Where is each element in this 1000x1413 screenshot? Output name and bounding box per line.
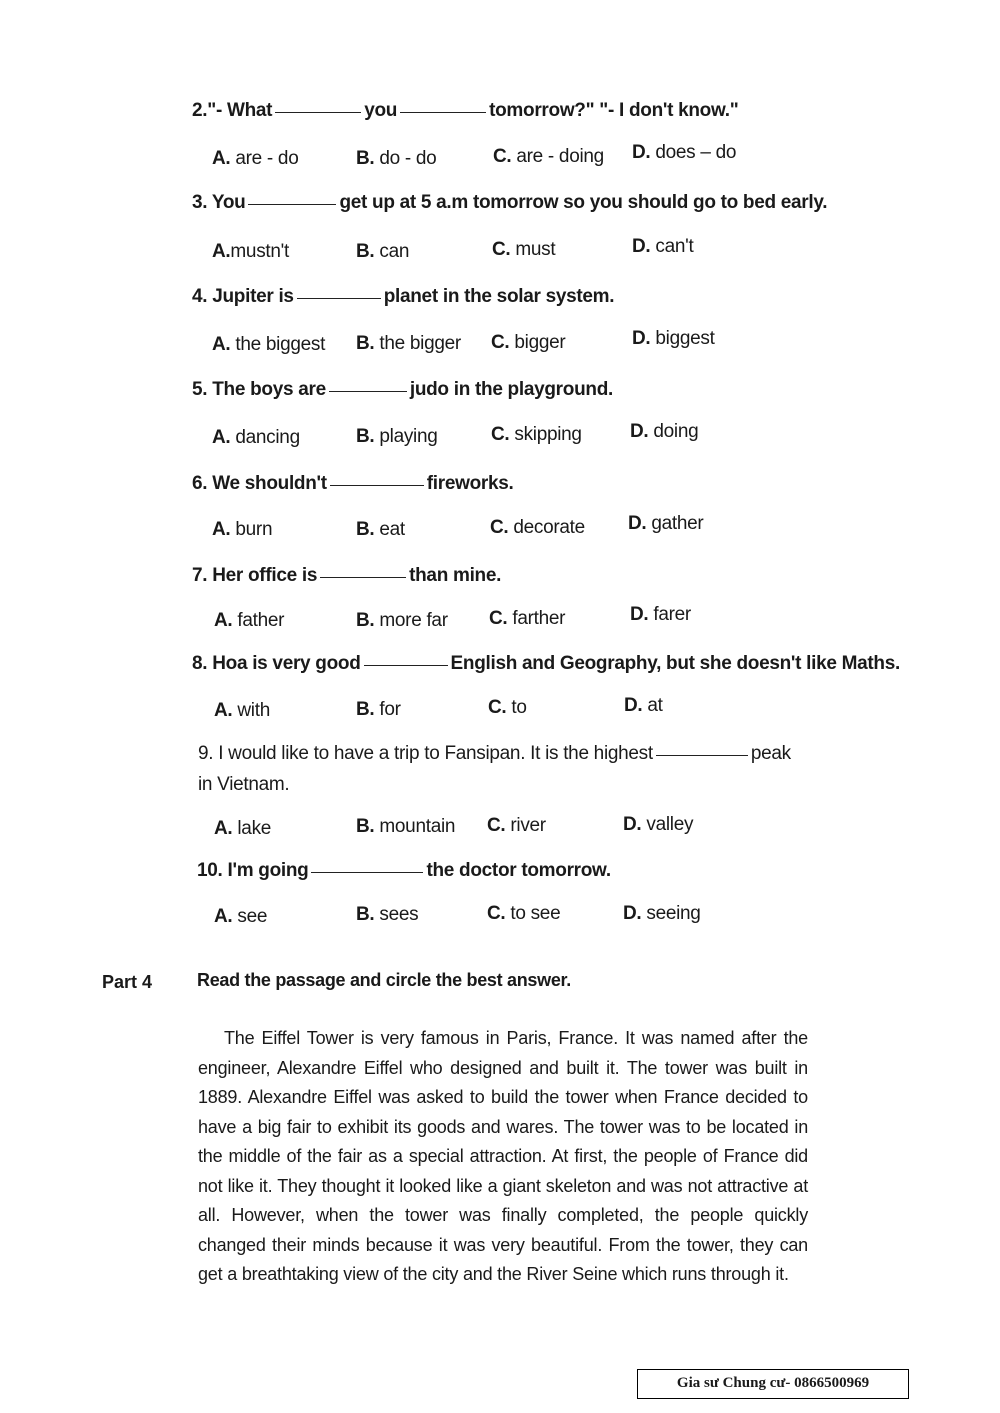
answer-blank — [400, 112, 486, 113]
reading-passage: The Eiffel Tower is very famous in Paris, France. It was named after the engineer, Alexandre Eiffel who designed and built it. The tower was built in 1889. Alexandre Eiffel was asked to build the tower when France decided to have a big fair to exhibit its goods and wares. The tower was to be located in the middle of the fair as a special attraction. At first, the people of France did not like it. They thought it looked like a giant skeleton and was not attractive at all. However, when the tower was finally completed, the people quickly changed their minds because it was very beautiful. From the tower, they can get a breathtaking view of the city and the River Seine which runs through it. — [198, 1028, 808, 1284]
option-a: A. dancing — [212, 427, 300, 448]
answer-blank — [329, 391, 407, 392]
option-a: A.mustn't — [212, 241, 289, 262]
option-c: C. bigger — [491, 332, 566, 353]
option-d: D. farer — [630, 604, 691, 625]
option-c: C. are - doing — [493, 146, 604, 167]
option-a: A. with — [214, 700, 270, 721]
answer-blank — [330, 485, 424, 486]
question-text: tomorrow?" "- I don't know." — [489, 100, 739, 121]
option-d: D. biggest — [632, 328, 715, 349]
option-a: A. father — [214, 610, 285, 631]
option-c: C. to see — [487, 903, 561, 924]
question-4: 4. Jupiter is planet in the solar system. — [192, 286, 615, 307]
question-10: 10. I'm going the doctor tomorrow. — [197, 860, 611, 881]
answer-blank — [297, 298, 381, 299]
question-3: 3. You get up at 5 a.m tomorrow so you should go to bed early. — [192, 192, 828, 213]
option-d: D. does – do — [632, 142, 737, 163]
footer-text: Gia sư Chung cư- 0866500969 — [676, 1375, 870, 1391]
option-b: B. for — [356, 699, 401, 720]
part-label: Part 4 — [102, 972, 153, 992]
option-d: D. can't — [632, 236, 694, 257]
question-8: 8. Hoa is very good English and Geography, but she doesn't like Maths. — [192, 653, 900, 674]
option-b: B. can — [356, 241, 410, 262]
answer-blank — [248, 204, 336, 205]
option-b: B. playing — [356, 426, 438, 447]
option-c: C. farther — [489, 608, 566, 629]
option-b: B. mountain — [356, 816, 456, 837]
option-d: D. seeing — [623, 903, 701, 924]
question-5: 5. The boys are judo in the playground. — [192, 379, 613, 400]
answer-blank — [275, 112, 361, 113]
part-instruction: Read the passage and circle the best answer. — [197, 970, 571, 990]
option-d: D. valley — [623, 814, 694, 835]
option-d: D. doing — [630, 421, 699, 442]
question-7: 7. Her office is than mine. — [192, 565, 502, 586]
option-b: B. the bigger — [356, 333, 461, 354]
answer-blank — [364, 665, 448, 666]
question-9: 9. I would like to have a trip to Fansipan. It is the highest peak in Vietnam. — [198, 743, 791, 795]
option-c: C. decorate — [490, 517, 585, 538]
option-b: B. more far — [356, 610, 448, 631]
option-a: A. burn — [212, 519, 273, 540]
option-a: A. are - do — [212, 148, 299, 169]
question-2 — [192, 100, 832, 122]
answer-blank — [656, 755, 748, 756]
question-text: you — [364, 100, 398, 121]
answer-blank — [311, 872, 423, 873]
option-c: C. must — [492, 239, 556, 260]
option-d: D. gather — [628, 513, 704, 534]
option-a: A. lake — [214, 818, 272, 839]
option-c: C. river — [487, 815, 546, 836]
answer-blank — [320, 577, 406, 578]
option-c: C. to — [488, 697, 527, 718]
question-text: 2."- What — [192, 100, 273, 121]
option-b: B. eat — [356, 519, 405, 540]
option-a: A. see — [214, 906, 268, 927]
option-b: B. sees — [356, 904, 419, 925]
option-c: C. skipping — [491, 424, 582, 445]
option-d: D. at — [624, 695, 663, 716]
footer-box — [637, 1369, 909, 1399]
option-b: B. do - do — [356, 148, 437, 169]
question-6: 6. We shouldn't fireworks. — [192, 473, 514, 494]
option-a: A. the biggest — [212, 334, 326, 355]
